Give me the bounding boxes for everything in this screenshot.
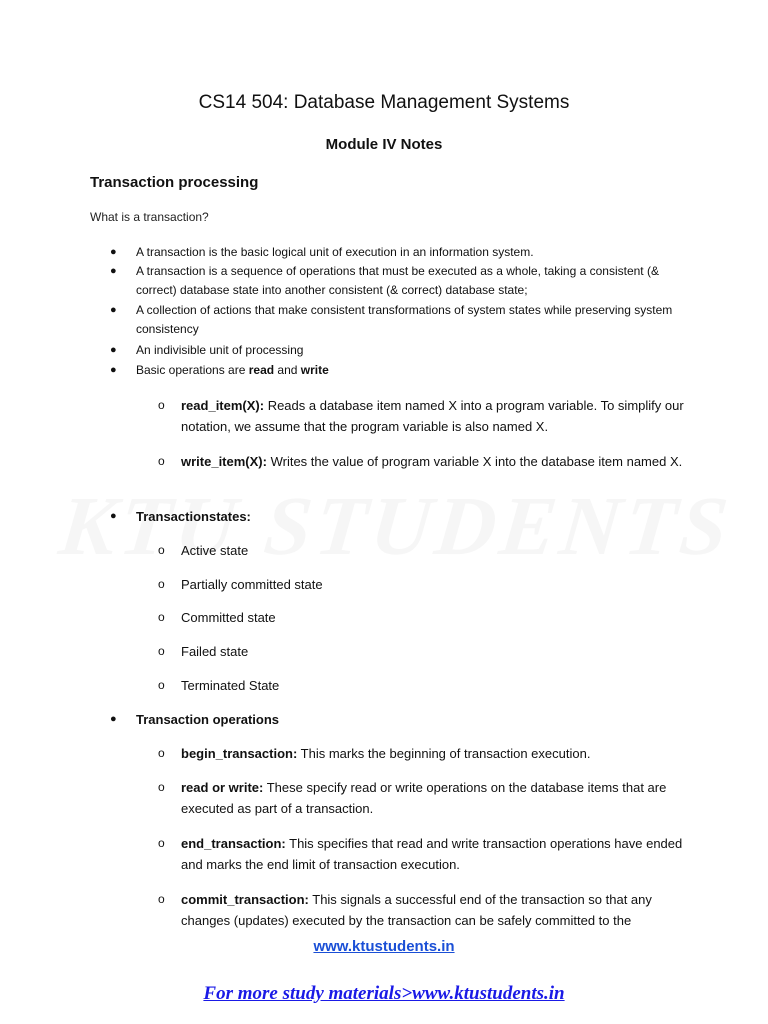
circle-bullet-icon: o	[158, 678, 165, 692]
circle-bullet-icon: o	[158, 644, 165, 658]
sub-list-item-text: Failed state	[181, 644, 249, 659]
circle-bullet-icon: o	[158, 454, 165, 468]
sub-list-item	[158, 540, 688, 561]
list-item-text: A collection of actions that make consistent transformations of system states while preserving system consistency	[136, 303, 673, 336]
sub-list-item	[158, 675, 688, 696]
sub-list-item	[158, 451, 688, 472]
circle-bullet-icon: o	[158, 610, 165, 624]
sub-list-item	[158, 889, 688, 931]
sub-list-item	[158, 743, 688, 764]
list-item	[110, 507, 680, 526]
sub-list-item	[158, 641, 688, 662]
sub-list-item-text: end_transaction: This specifies that read and write transaction operations have ended and marks the end limit of transaction execution.	[181, 836, 683, 872]
bullet-icon: ●	[110, 510, 117, 522]
bullet-icon: ●	[110, 364, 117, 376]
sub-list-item-text: Partially committed state	[181, 577, 323, 592]
bullet-icon: ●	[110, 304, 117, 316]
sub-list-item	[158, 395, 688, 437]
sub-list-item	[158, 833, 688, 875]
circle-bullet-icon: o	[158, 892, 165, 906]
circle-bullet-icon: o	[158, 836, 165, 850]
sub-list-item-text: commit_transaction: This signals a successful end of the transaction so that any changes (updates) executed by the transaction can be safely committed to the	[181, 892, 652, 928]
list-item-text: Basic operations are read and write	[136, 363, 329, 377]
sub-list-item-text: read or write: These specify read or write operations on the database items that are executed as part of a transaction.	[181, 780, 667, 816]
states-heading: Transactionstates:	[136, 509, 251, 524]
document-title: CS14 504: Database Management Systems	[198, 92, 570, 113]
bullet-icon: ●	[110, 246, 117, 258]
question-text: What is a transaction?	[90, 210, 209, 224]
list-item	[110, 710, 680, 729]
footer-link[interactable]: For more study materials>www.ktustudents.in	[203, 983, 565, 1004]
sub-list-item-text: Committed state	[181, 610, 276, 625]
sub-list-item	[158, 607, 688, 628]
list-item	[110, 341, 680, 360]
list-item	[110, 262, 680, 300]
list-item	[110, 361, 680, 380]
bullet-icon: ●	[110, 265, 117, 277]
list-item-text: A transaction is a sequence of operations that must be executed as a whole, taking a consistent (& correct) database state into another consistent (& correct) database state;	[136, 264, 659, 297]
list-item-text: An indivisible unit of processing	[136, 343, 304, 357]
circle-bullet-icon: o	[158, 746, 165, 760]
circle-bullet-icon: o	[158, 577, 165, 591]
bullet-icon: ●	[110, 713, 117, 725]
section-heading: Transaction processing	[90, 174, 259, 191]
circle-bullet-icon: o	[158, 398, 165, 412]
document-subtitle: Module IV Notes	[325, 136, 443, 153]
site-link[interactable]: www.ktustudents.in	[313, 938, 455, 955]
sub-list-item-text: begin_transaction: This marks the beginning of transaction execution.	[181, 746, 591, 761]
list-item-text: A transaction is the basic logical unit of execution in an information system.	[136, 245, 534, 259]
list-item	[110, 301, 680, 339]
operations-heading: Transaction operations	[136, 712, 280, 727]
sub-list-item	[158, 777, 688, 819]
list-item	[110, 243, 680, 262]
bullet-icon: ●	[110, 344, 117, 356]
sub-list-item-text: read_item(X): Reads a database item named X into a program variable. To simplify our notation, we assume that the program variable is also named X.	[181, 398, 684, 434]
circle-bullet-icon: o	[158, 543, 165, 557]
circle-bullet-icon: o	[158, 780, 165, 794]
sub-list-item-text: write_item(X): Writes the value of program variable X into the database item named X.	[181, 454, 683, 469]
sub-list-item-text: Terminated State	[181, 678, 280, 693]
sub-list-item	[158, 574, 688, 595]
sub-list-item-text: Active state	[181, 543, 249, 558]
